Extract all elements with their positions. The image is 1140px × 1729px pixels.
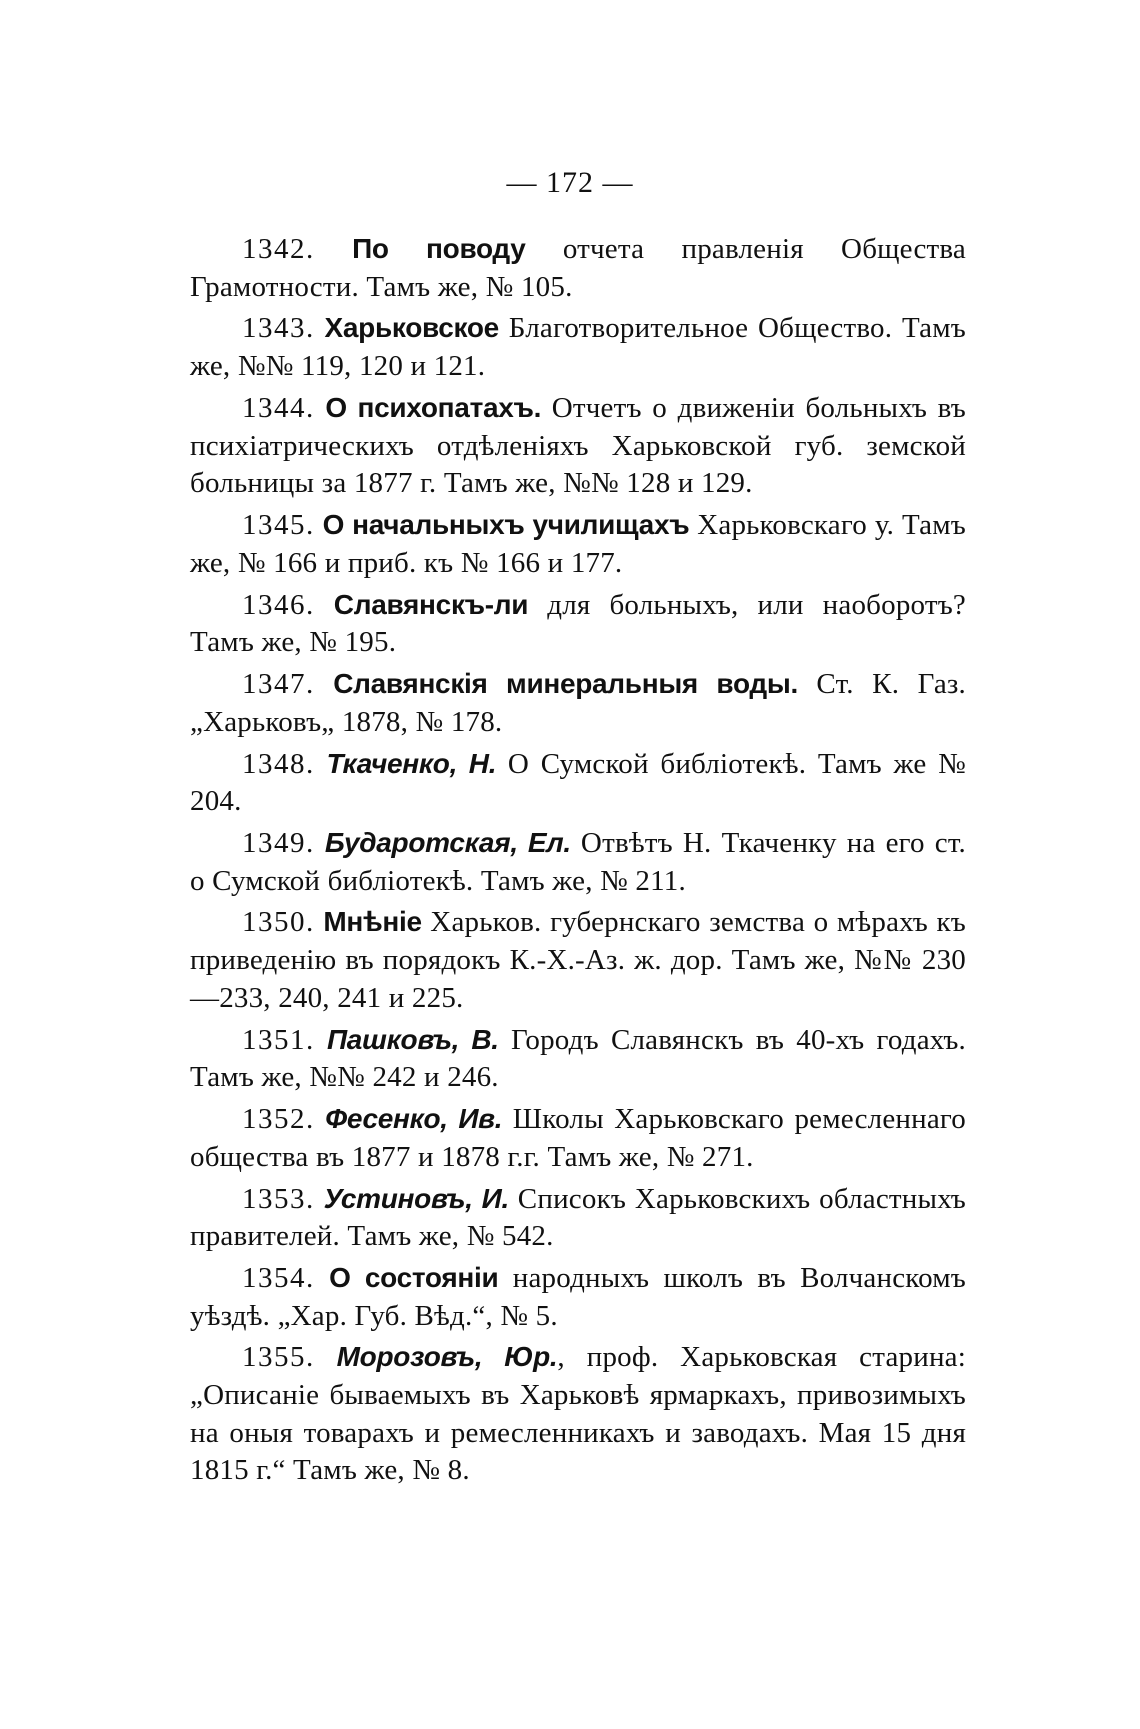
bibliography-entry	[190, 1180, 966, 1256]
bibliography-entry	[190, 745, 966, 821]
entry-author: Бударотская, Ел.	[324, 826, 571, 858]
entry-author: Устиновъ, И.	[323, 1182, 509, 1214]
bibliography-entry	[190, 1259, 966, 1335]
entry-text: Списокъ Харьковскихъ областныхъ правителей. Тамъ же, № 542.	[190, 1182, 966, 1253]
entry-number: 1342.	[242, 233, 315, 265]
entry-text: О Сумской библіотекѣ. Тамъ же № 204.	[190, 747, 967, 818]
entry-text: Харьковскаго у. Тамъ же, № 166 и приб. къ № 166 и 177.	[190, 509, 966, 579]
bibliography-entry	[190, 389, 966, 503]
entry-text: Отчетъ о движеніи больныхъ въ психіатрическихъ отдѣленіяхъ Харьковской губ. земской больницы за 1877 г. Тамъ же, №№ 128 и 129.	[190, 391, 966, 500]
entry-text: отчета правленія Общества Грамотности. Тамъ же, № 105.	[190, 233, 966, 303]
entry-author: Ткаченко, Н.	[326, 747, 497, 779]
entry-number: 1350.	[242, 906, 315, 939]
bibliography-entry	[190, 824, 966, 900]
entry-heading: О состояніи	[329, 1262, 499, 1293]
entry-heading: Славянскія минеральныя воды.	[333, 668, 798, 700]
entry-number: 1354.	[242, 1262, 315, 1294]
entry-heading: По поводу	[352, 233, 526, 264]
entry-number: 1346.	[242, 588, 315, 621]
bibliography-entry	[190, 1100, 966, 1176]
entry-author: Пашковъ, В.	[326, 1023, 499, 1055]
entry-text: Отвѣтъ Н. Ткаченку на его ст. о Сумской библіотекѣ. Тамъ же, № 211.	[190, 826, 966, 897]
entry-text: для больныхъ, или наоборотъ? Тамъ же, № 195.	[190, 588, 966, 659]
entry-text: народныхъ школъ въ Волчанскомъ уѣздѣ. „Хар. Губ. Вѣд.“, № 5.	[190, 1262, 966, 1332]
entry-heading: О психопатахъ.	[325, 391, 542, 423]
bibliography-entry	[190, 1021, 966, 1097]
entry-number: 1353.	[242, 1182, 315, 1215]
bibliography-entry	[190, 309, 966, 385]
bibliography-entry	[190, 903, 966, 1017]
entry-author: Морозовъ, Юр.	[336, 1341, 558, 1373]
page-number: — 172 —	[506, 166, 634, 199]
entry-text: Ст. К. Газ. „Харьковъ„ 1878, № 178.	[190, 668, 966, 738]
entry-heading: Харьковское	[324, 312, 499, 344]
entry-number: 1344.	[242, 391, 315, 424]
entry-text: Благотворительное Общество. Тамъ же, №№ 119, 120 и 121.	[190, 312, 966, 383]
entry-number: 1351.	[242, 1023, 315, 1056]
entry-number: 1348.	[242, 747, 315, 780]
entry-text: , проф. Харьковская старина: „Описаніе бываемыхъ въ Харьковѣ ярмаркахъ, привозимыхъ на оныя товарахъ и ремесленникахъ и заводахъ. Мая 15 дня 1815 г.“ Тамъ же, № 8.	[190, 1341, 967, 1487]
entry-heading: Мнѣніе	[323, 906, 422, 938]
entry-number: 1343.	[242, 312, 315, 345]
bibliography-entry	[190, 506, 966, 582]
bibliography-entry	[190, 665, 966, 741]
bibliography-entry	[190, 230, 966, 306]
entry-number: 1352.	[242, 1103, 315, 1136]
entry-text: Школы Харьковскаго ремесленнаго общества въ 1877 и 1878 г.г. Тамъ же, № 271.	[190, 1103, 966, 1173]
entry-text: Харьков. губернскаго земства о мѣрахъ къ приведенію въ порядокъ К.-Х.-Аз. ж. дор. Тамъ же, №№ 230—233, 240, 241 и 225.	[190, 906, 967, 1014]
entry-number: 1345.	[242, 509, 315, 542]
entry-number: 1355.	[242, 1341, 315, 1374]
bibliography-list	[190, 230, 966, 1493]
entry-heading: О начальныхъ училищахъ	[322, 509, 690, 541]
entry-text: Городъ Славянскъ въ 40-хъ годахъ. Тамъ же, №№ 242 и 246.	[190, 1023, 967, 1094]
entry-heading: Славянскъ-ли	[333, 588, 529, 620]
entry-number: 1347.	[242, 668, 315, 701]
entry-number: 1349.	[242, 826, 315, 859]
entry-author: Фесенко, Ив.	[325, 1103, 503, 1135]
bibliography-entry	[190, 1338, 966, 1489]
bibliography-entry	[190, 586, 966, 662]
